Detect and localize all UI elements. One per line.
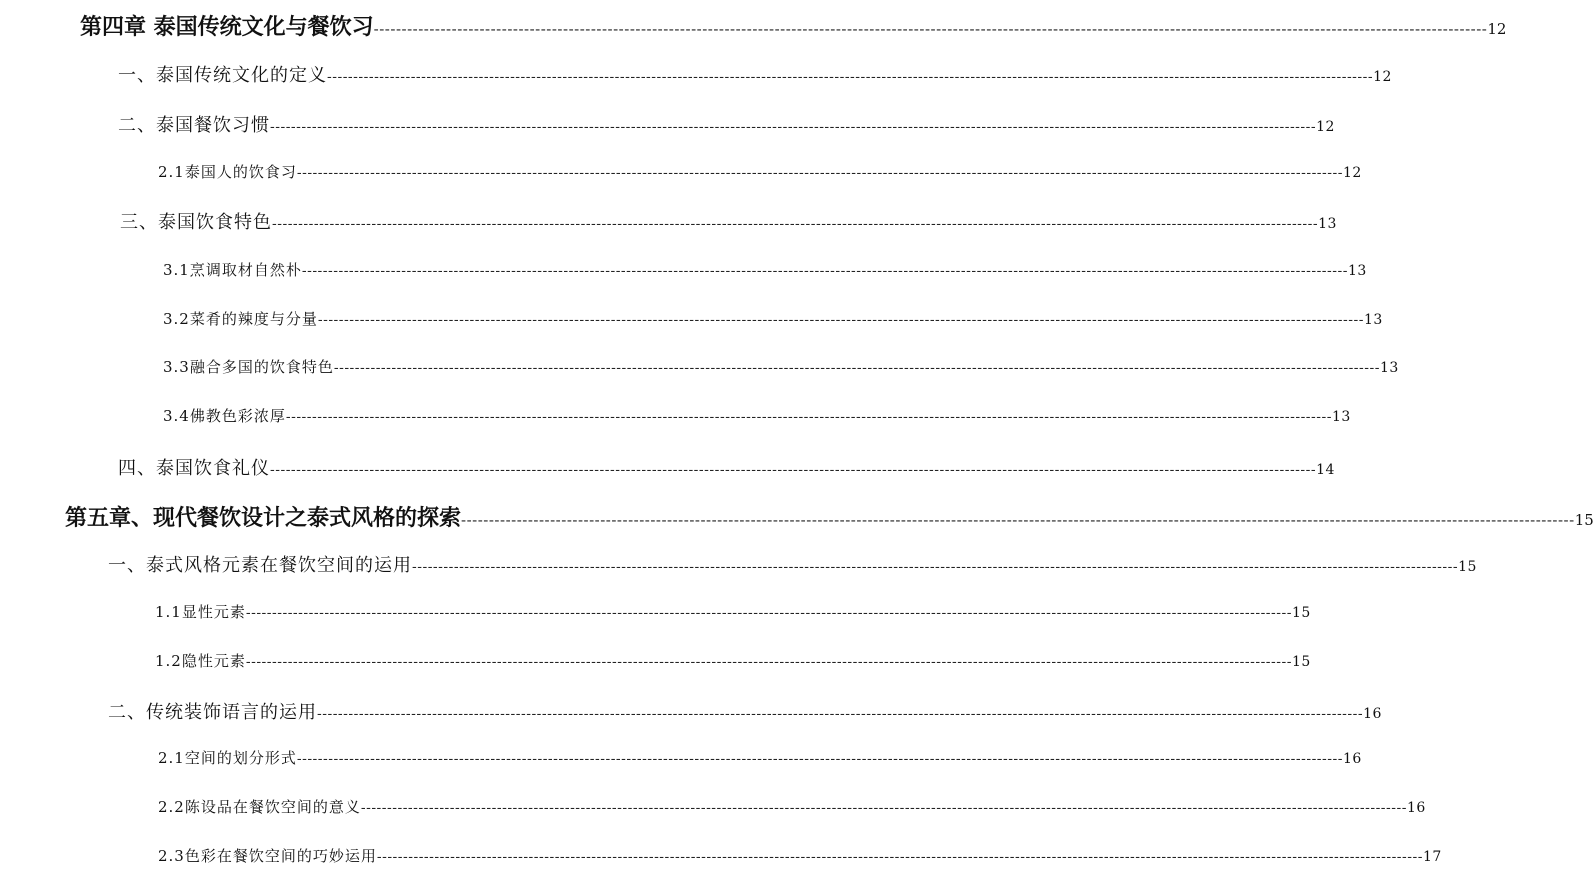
toc-dot-leader: --------------------------------------------------------------------------------------------------------------------------------------------------------------------------------------------------------	[317, 706, 1364, 722]
toc-entry-title: 1.1显性元素	[155, 603, 246, 621]
toc-page-number: 16	[1363, 706, 1382, 722]
toc-dot-leader: --------------------------------------------------------------------------------------------------------------------------------------------------------------------------------------------------------	[461, 511, 1575, 529]
toc-subsection[interactable]	[163, 356, 1399, 377]
toc-entry-title: 二、传统装饰语言的运用	[108, 702, 317, 723]
toc-dot-leader: --------------------------------------------------------------------------------------------------------------------------------------------------------------------------------------------------------	[373, 20, 1488, 38]
toc-page-number: 13	[1379, 360, 1399, 376]
toc-page-number: 15	[1291, 654, 1311, 670]
toc-entry-title: 四、泰国饮食礼仪	[118, 458, 270, 479]
toc-entry-title: 二、泰国餐饮习惯	[118, 115, 270, 136]
toc-dot-leader: --------------------------------------------------------------------------------------------------------------------------------------------------------------------------------------------------------	[333, 360, 1380, 376]
toc-page-number: 13	[1331, 409, 1351, 425]
toc-dot-leader: --------------------------------------------------------------------------------------------------------------------------------------------------------------------------------------------------------	[272, 216, 1319, 232]
toc-entry-title: 第四章 泰国传统文化与餐饮习	[80, 15, 374, 40]
toc-entry-title: 一、泰国传统文化的定义	[118, 65, 327, 86]
toc-page-number: 13	[1347, 263, 1367, 279]
toc-section[interactable]	[118, 111, 1335, 137]
toc-entry-title: 第五章、现代餐饮设计之泰式风格的探索	[65, 506, 462, 531]
toc-subsection[interactable]	[155, 650, 1311, 671]
toc-entry-title: 1.2隐性元素	[155, 652, 246, 670]
toc-page-number: 16	[1406, 800, 1426, 816]
toc-page-number: 13	[1318, 216, 1337, 232]
toc-page-number: 15	[1574, 511, 1594, 529]
toc-entry-title: 3.1烹调取材自然朴	[163, 261, 302, 279]
toc-page-number: 15	[1291, 605, 1311, 621]
toc-section[interactable]	[120, 208, 1337, 234]
toc-dot-leader: --------------------------------------------------------------------------------------------------------------------------------------------------------------------------------------------------------	[285, 409, 1332, 425]
toc-dot-leader: --------------------------------------------------------------------------------------------------------------------------------------------------------------------------------------------------------	[317, 312, 1364, 328]
toc-entry-title: 一、泰式风格元素在餐饮空间的运用	[108, 555, 412, 576]
toc-subsection[interactable]	[158, 845, 1442, 866]
toc-entry-title: 三、泰国饮食特色	[120, 212, 272, 233]
toc-section[interactable]	[108, 698, 1382, 724]
toc-dot-leader: --------------------------------------------------------------------------------------------------------------------------------------------------------------------------------------------------------	[327, 69, 1374, 85]
toc-dot-leader: --------------------------------------------------------------------------------------------------------------------------------------------------------------------------------------------------------	[245, 654, 1292, 670]
toc-section[interactable]	[108, 551, 1477, 577]
toc-subsection[interactable]	[158, 161, 1362, 182]
toc-dot-leader: --------------------------------------------------------------------------------------------------------------------------------------------------------------------------------------------------------	[301, 263, 1348, 279]
toc-dot-leader: --------------------------------------------------------------------------------------------------------------------------------------------------------------------------------------------------------	[296, 165, 1343, 181]
toc-dot-leader: --------------------------------------------------------------------------------------------------------------------------------------------------------------------------------------------------------	[376, 849, 1423, 865]
toc-entry-title: 3.2菜肴的辣度与分量	[163, 310, 318, 328]
toc-page-number: 17	[1422, 849, 1442, 865]
toc-chapter-5[interactable]	[65, 501, 1594, 532]
toc-entry-title: 3.4佛教色彩浓厚	[163, 407, 286, 425]
toc-subsection[interactable]	[158, 796, 1426, 817]
toc-entry-title: 2.2陈设品在餐饮空间的意义	[158, 798, 361, 816]
toc-subsection[interactable]	[158, 747, 1362, 768]
toc-section[interactable]	[118, 61, 1392, 87]
toc-dot-leader: --------------------------------------------------------------------------------------------------------------------------------------------------------------------------------------------------------	[360, 800, 1407, 816]
toc-page-number: 15	[1458, 559, 1477, 575]
toc-entry-title: 2.1泰国人的饮食习	[158, 163, 297, 181]
toc-page-number: 14	[1316, 462, 1335, 478]
toc-dot-leader: --------------------------------------------------------------------------------------------------------------------------------------------------------------------------------------------------------	[412, 559, 1459, 575]
toc-section[interactable]	[118, 454, 1335, 480]
toc-subsection[interactable]	[163, 259, 1367, 280]
toc-subsection[interactable]	[155, 601, 1311, 622]
toc-entry-title: 3.3融合多国的饮食特色	[163, 358, 334, 376]
toc-dot-leader: --------------------------------------------------------------------------------------------------------------------------------------------------------------------------------------------------------	[270, 119, 1317, 135]
toc-page-number: 12	[1373, 69, 1392, 85]
toc-page-number: 12	[1487, 20, 1507, 38]
toc-entry-title: 2.1空间的划分形式	[158, 749, 297, 767]
toc-page-number: 12	[1316, 119, 1335, 135]
toc-dot-leader: --------------------------------------------------------------------------------------------------------------------------------------------------------------------------------------------------------	[245, 605, 1292, 621]
toc-dot-leader: --------------------------------------------------------------------------------------------------------------------------------------------------------------------------------------------------------	[270, 462, 1317, 478]
toc-page-number: 13	[1363, 312, 1383, 328]
toc-subsection[interactable]	[163, 405, 1351, 426]
toc-dot-leader: --------------------------------------------------------------------------------------------------------------------------------------------------------------------------------------------------------	[296, 751, 1343, 767]
toc-entry-title: 2.3色彩在餐饮空间的巧妙运用	[158, 847, 377, 865]
toc-page-number: 16	[1342, 751, 1362, 767]
toc-subsection[interactable]	[163, 308, 1383, 329]
toc-chapter-4[interactable]	[80, 10, 1507, 41]
toc-page-number: 12	[1342, 165, 1362, 181]
